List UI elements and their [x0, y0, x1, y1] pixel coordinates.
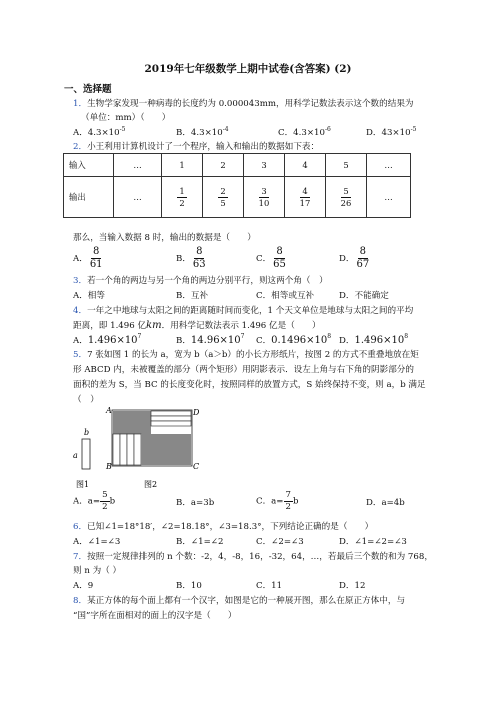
- table-cell: …: [114, 177, 162, 218]
- fig2-label-c: C: [193, 462, 200, 471]
- io-table: [63, 153, 411, 218]
- q5-line4: （ ）: [73, 395, 99, 405]
- q3-option-c: C．相等或互补: [256, 291, 315, 301]
- q3-line1: 3．若一个角的两边与另一个角的两边分别平行，则这两个角（ ）: [73, 276, 328, 286]
- fig2-caption: 图2: [144, 480, 158, 489]
- q8-line1: 8．某正方体的每个面上都有一个汉字，如图是它的一种展开图，那么在原正方体中，与: [73, 596, 406, 606]
- q4-option-b: B．$14.96\times 10^7$: [176, 333, 245, 346]
- table-cell: 5: [326, 154, 367, 177]
- table-cell: $\frac{5}{26}$: [326, 177, 367, 218]
- q5-line3: 面积的差为 S，当 BC 的长度变化时，按照同样的放置方式，S 始终保持不变，则 a，b 满足: [73, 380, 426, 390]
- q1-line1: 1．生物学家发现一种病毒的长度约为 0.000043mm，用科学记数法表示这个数的结果为: [73, 99, 414, 109]
- q2-option-c: C． $\frac{8}{65}$: [256, 246, 286, 270]
- q1-option-d: D．$43\times 10^{-5}$: [366, 126, 417, 138]
- q3-option-b: B．互补: [176, 291, 209, 301]
- q7-line2: 则 n 为（ ）: [73, 566, 122, 576]
- input-label: 输入: [64, 154, 114, 177]
- q2-after: 那么，当输入数据 8 时，输出的数据是（ ）: [73, 233, 256, 243]
- q1-option-c: C．$4.3\times 10^{-6}$: [278, 126, 331, 138]
- output-label: 输出: [64, 177, 114, 218]
- q5-option-c: C．a= $\frac{7}{2}$ b: [256, 490, 299, 512]
- table-cell: $\frac{1}{2}$: [162, 177, 203, 218]
- q5-option-b: B．a=3b: [176, 498, 215, 508]
- q7-option-a: A．9: [73, 581, 94, 591]
- q1-option-b: B．$4.3\times 10^{-4}$: [176, 126, 229, 138]
- q6-option-a: A．∠1=∠3: [73, 537, 121, 547]
- q2-option-d: D． $\frac{8}{67}$: [339, 246, 370, 270]
- q4-line2: 距离，即 1.496 亿km．用科学记数法表示 1.496 亿是（ ）: [73, 320, 321, 331]
- q4-option-a: A．$1.496\times 10^7$: [73, 333, 142, 346]
- table-cell: …: [367, 154, 411, 177]
- fig2-label-b: B: [106, 462, 112, 471]
- q3-option-d: D．不能确定: [339, 291, 389, 301]
- q7-option-b: B．10: [176, 581, 202, 591]
- table-cell: 3: [244, 154, 285, 177]
- fig1-rectangle: [82, 439, 90, 469]
- q7-option-c: C．11: [256, 581, 283, 591]
- q5-option-d: D．a=4b: [366, 498, 405, 508]
- shaded-top-left: [113, 411, 151, 434]
- vertical-strip-3: [127, 434, 134, 465]
- q6-option-d: D．∠1=∠2=∠3: [339, 537, 407, 547]
- table-cell: $\frac{4}{17}$: [285, 177, 326, 218]
- fig2-label-a: A: [106, 406, 112, 415]
- table-cell: …: [367, 177, 411, 218]
- q4-option-d: D．$1.496\times 10^8$: [339, 333, 409, 346]
- fig2-label-d: D: [193, 408, 200, 417]
- q1-line2: （单位：mm）（ ）: [81, 113, 171, 123]
- fig1-caption: 图1: [76, 480, 90, 489]
- q5-option-a: A．a= $\frac{5}{2}$ b: [73, 490, 116, 512]
- q8-line2: “国”字所在面相对的面上的汉字是（ ）: [73, 611, 237, 621]
- q7-option-d: D．12: [339, 581, 366, 591]
- strip-3: [151, 421, 191, 426]
- q6-option-c: C．∠2=∠3: [256, 537, 304, 547]
- table-cell: 2: [203, 154, 244, 177]
- table-cell: …: [114, 154, 162, 177]
- shaded-bottom-right: [141, 434, 191, 465]
- vertical-strip-4: [134, 434, 141, 465]
- q2-option-b: B． $\frac{8}{63}$: [176, 246, 206, 270]
- vertical-strip-2: [120, 434, 127, 465]
- q1-number: 1．: [73, 99, 88, 109]
- section-heading: 一、选择题: [64, 84, 112, 95]
- q3-option-a: A．相等: [73, 291, 105, 301]
- q4-option-c: C．$0.1496\times 10^8$: [256, 333, 332, 346]
- q4-line1: 4．一年之中地球与太阳之间的距离随时间而变化，1 个天文单位是地球与太阳之间的平均: [73, 306, 414, 316]
- table-cell: 4: [285, 154, 326, 177]
- q5-line1: 5．7 张如图 1 的长为 a，宽为 b（a＞b）的小长方形纸片，按图 2 的方式不重叠地放在矩: [73, 350, 419, 360]
- table-row-output: [64, 177, 411, 218]
- strip-1: [151, 411, 191, 416]
- q5-figure: [70, 405, 220, 491]
- q6-option-b: B．∠1=∠2: [176, 537, 224, 547]
- q1-option-a: A．$4.3\times 10^{-5}$: [73, 126, 126, 138]
- strip-2: [151, 416, 191, 421]
- q2-line1: 2．小王利用计算机设计了一个程序，输入和输出的数据如下表：: [73, 142, 320, 152]
- table-cell: $\frac{3}{10}$: [244, 177, 285, 218]
- table-cell: 1: [162, 154, 203, 177]
- table-cell: $\frac{2}{5}$: [203, 177, 244, 218]
- q7-line1: 7．按照一定规律排列的 n 个数：-2，4，-8，16，-32，64，…，若最后三个数的和为 768，: [73, 552, 433, 562]
- table-row-input: [64, 154, 411, 177]
- fig1-label-b: b: [84, 428, 90, 437]
- fig1-label-a: a: [73, 451, 78, 460]
- vertical-strip-1: [113, 434, 120, 465]
- q2-option-a: A． $\frac{8}{61}$: [73, 246, 103, 270]
- q5-line2: 形 ABCD 内，未被覆盖的部分（两个矩形）用阴影表示．设左上角与右下角的阴影部分的: [73, 365, 414, 375]
- q6-line1: 6．已知∠1=18°18′，∠2=18.18°，∠3=18.3°，下列结论正确的是（ ）: [73, 522, 374, 532]
- page-title: 2019年七年级数学上期中试卷(含答案) (2): [144, 63, 352, 75]
